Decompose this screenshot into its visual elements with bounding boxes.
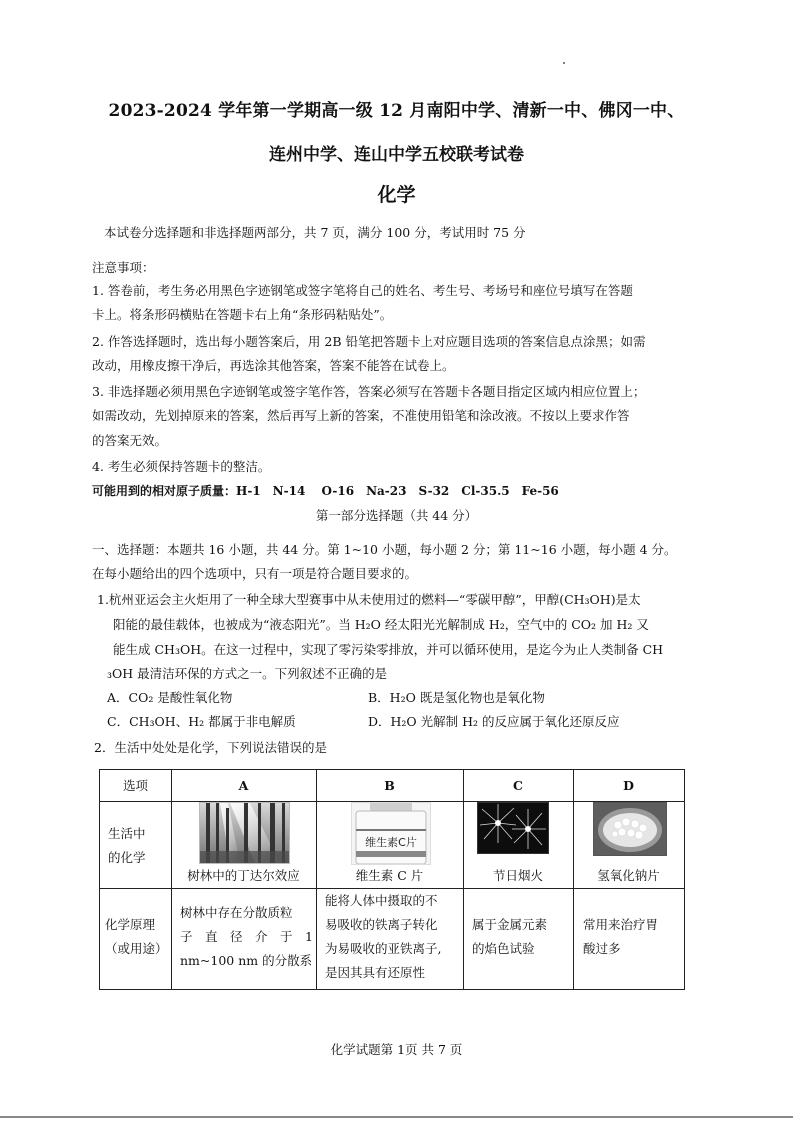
principle-b-line: 是因其具有还原性 xyxy=(325,965,426,980)
caption-a: 树林中的丁达尔效应 xyxy=(187,868,300,883)
principle-b xyxy=(325,889,461,985)
sodium-hydroxide-image xyxy=(593,802,667,856)
principle-d-line: 常用来治疗胃 xyxy=(583,917,659,932)
scan-dot xyxy=(563,62,565,64)
exam-title-line1: 2023-2024 学年第一学期高一级 12 月南阳中学、清新一中、佛冈一中、 xyxy=(108,101,685,121)
row1-label xyxy=(108,822,168,870)
row2-label-line: （或用途） xyxy=(105,941,168,956)
page-footer: 化学试题第 1页 共 7 页 xyxy=(330,1042,463,1057)
row1-label-line: 生活中 xyxy=(108,826,146,841)
atomic-masses: 可能用到的相对原子质量：H-1 N-14 O-16 Na-23 S-32 Cl-35.5 Fe-56 xyxy=(92,484,559,498)
header-cell-a: A xyxy=(238,778,249,793)
principle-d xyxy=(583,913,683,961)
q1-option-d: D．H₂O 光解制 H₂ 的反应属于氧化还原反应 xyxy=(368,714,620,729)
q1-option-c: C．CH₃OH、H₂ 都属于非电解质 xyxy=(107,714,296,729)
q1-option-a: A．CO₂ 是酸性氧化物 xyxy=(107,690,233,705)
principle-a-line: 树林中存在分散质粒 xyxy=(180,905,293,920)
notes-line: 改动，用橡皮擦干净后，再选涂其他答案，答案不能答在试卷上。 xyxy=(92,358,455,373)
notes-line: 1. 答卷前，考生务必用黑色字迹钢笔或签字笔将自己的姓名、考生号、考场号和座位号填写在答题 xyxy=(92,283,633,298)
notes-line: 4. 考生必须保持答题卡的整洁。 xyxy=(92,459,271,474)
principle-d-line: 酸过多 xyxy=(583,941,621,956)
notes-line: 2. 作答选择题时，选出每小题答案后，用 2B 铅笔把答题卡上对应题目选项的答案信息点涂黑；如需 xyxy=(92,334,646,349)
header-cell-b: B xyxy=(384,778,395,793)
notes-line: 卡上。将条形码横贴在答题卡右上角“条形码粘贴处”。 xyxy=(92,307,393,322)
q2-stem: 2．生活中处处是化学，下列说法错误的是 xyxy=(94,740,327,755)
subject-title: 化学 xyxy=(377,184,416,206)
principle-c xyxy=(472,913,572,961)
header-cell-d: D xyxy=(623,778,634,793)
page-bottom-edge xyxy=(0,1116,793,1118)
notes-line: 3. 非选择题必须用黑色字迹钢笔或签字笔作答，答案必须写在答题卡各题目指定区域内相应位置上； xyxy=(92,384,646,399)
q1-stem-line: ₃OH 最清洁环保的方式之一。下列叙述不正确的是 xyxy=(107,666,388,681)
q1-stem-line: 1.杭州亚运会主火炬用了一种全球大型赛事中从未使用过的燃料—“零碳甲醇”，甲醇(CH₃OH)是太 xyxy=(97,592,641,607)
q1-stem-line: 能生成 CH₃OH。在这一过程中，实现了零污染零排放，并可以循环使用，是迄今为止人类制备 CH xyxy=(113,642,664,657)
q1-option-b: B．H₂O 既是氢化物也是氧化物 xyxy=(368,690,545,705)
principle-a xyxy=(180,901,314,973)
row1-label-line: 的化学 xyxy=(108,850,146,865)
principle-b-line: 为易吸收的亚铁离子, xyxy=(325,941,442,956)
part1-title: 第一部分选择题（共 44 分） xyxy=(315,508,478,523)
principle-c-line: 属于金属元素 xyxy=(472,917,548,932)
notes-heading: 注意事项： xyxy=(92,260,155,275)
caption-d: 氢氧化钠片 xyxy=(597,868,660,883)
principle-c-line: 的焰色试验 xyxy=(472,941,535,956)
fireworks-image xyxy=(477,802,549,854)
bottle-label: 维生素C片 xyxy=(365,836,417,849)
notes-line: 如需改动，先划掉原来的答案，然后再写上新的答案，不准使用铅笔和涂改液。不按以上要求作答 xyxy=(92,408,630,423)
exam-title-line2: 连州中学、连山中学五校联考试卷 xyxy=(269,145,524,165)
header-cell-option: 选项 xyxy=(122,778,148,793)
row2-label-line: 化学原理 xyxy=(105,917,156,932)
header-cell-c: C xyxy=(513,778,523,793)
notes-line: 的答案无效。 xyxy=(92,433,168,448)
section1-line2: 在每小题给出的四个选项中，只有一项是符合题目要求的。 xyxy=(92,566,418,581)
principle-b-line: 能将人体中摄取的不 xyxy=(325,893,438,908)
row2-label xyxy=(105,913,171,961)
principle-b-line: 易吸收的铁离子转化 xyxy=(325,917,438,932)
principle-a-line: nm~100 nm 的分散系 xyxy=(180,953,313,968)
principle-a-line: 子 直 径 介 于 1 xyxy=(180,929,313,944)
q1-stem-line: 阳能的最佳载体，也被成为“液态阳光”。当 H₂O 经太阳光光解制成 H₂，空气中的 CO₂ 加 H₂ 又 xyxy=(113,617,649,632)
vitamin-c-bottle-image xyxy=(351,802,431,865)
caption-c: 节日烟火 xyxy=(492,868,543,883)
section1-line1: 一、选择题：本题共 16 小题，共 44 分。第 1~10 小题，每小题 2 分；第 11~16 小题，每小题 4 分。 xyxy=(92,542,677,557)
intro-text: 本试卷分选择题和非选择题两部分，共 7 页，满分 100 分，考试用时 75 分 xyxy=(104,225,526,240)
q2-table xyxy=(99,769,685,990)
caption-b: 维生素 C 片 xyxy=(355,868,424,883)
forest-tyndall-image xyxy=(199,802,290,864)
